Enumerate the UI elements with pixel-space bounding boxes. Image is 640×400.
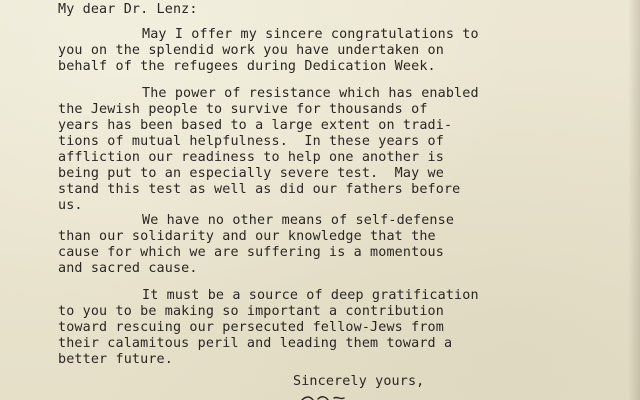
signature-ink-mark (300, 394, 360, 400)
paragraph-2-first-line: The power of resistance which has enabled (142, 86, 479, 101)
paragraph-2-body: the Jewish people to survive for thousands of years has been based to a large extent on tradi- tions of mutual helpfulness. In these years of affliction our readiness to help one another is being put to an especially severe test. May we stand this test as well as did our fathers before us. (58, 102, 461, 213)
paragraph-3-first-line: We have no other means of self-defense (142, 213, 455, 228)
paragraph-3-body: than our solidarity and our knowledge that the cause for which we are suffering is a momentous and sacred cause. (58, 229, 444, 276)
paragraph-4-first-line: It must be a source of deep gratification (142, 288, 479, 303)
paragraph-1-first-line: May I offer my sincere congratulations to (142, 27, 479, 42)
page-edge-shadow (628, 0, 640, 400)
paragraph-4-body: to you to be making so important a contribution toward rescuing our persecuted fellow-Jews from their calamitous peril and leading them toward a better future. (58, 304, 453, 367)
salutation: My dear Dr. Lenz: (58, 2, 198, 17)
closing: Sincerely yours, (293, 374, 425, 389)
paragraph-1-body: you on the splendid work you have undertaken on behalf of the refugees during Dedication Week. (58, 43, 444, 74)
